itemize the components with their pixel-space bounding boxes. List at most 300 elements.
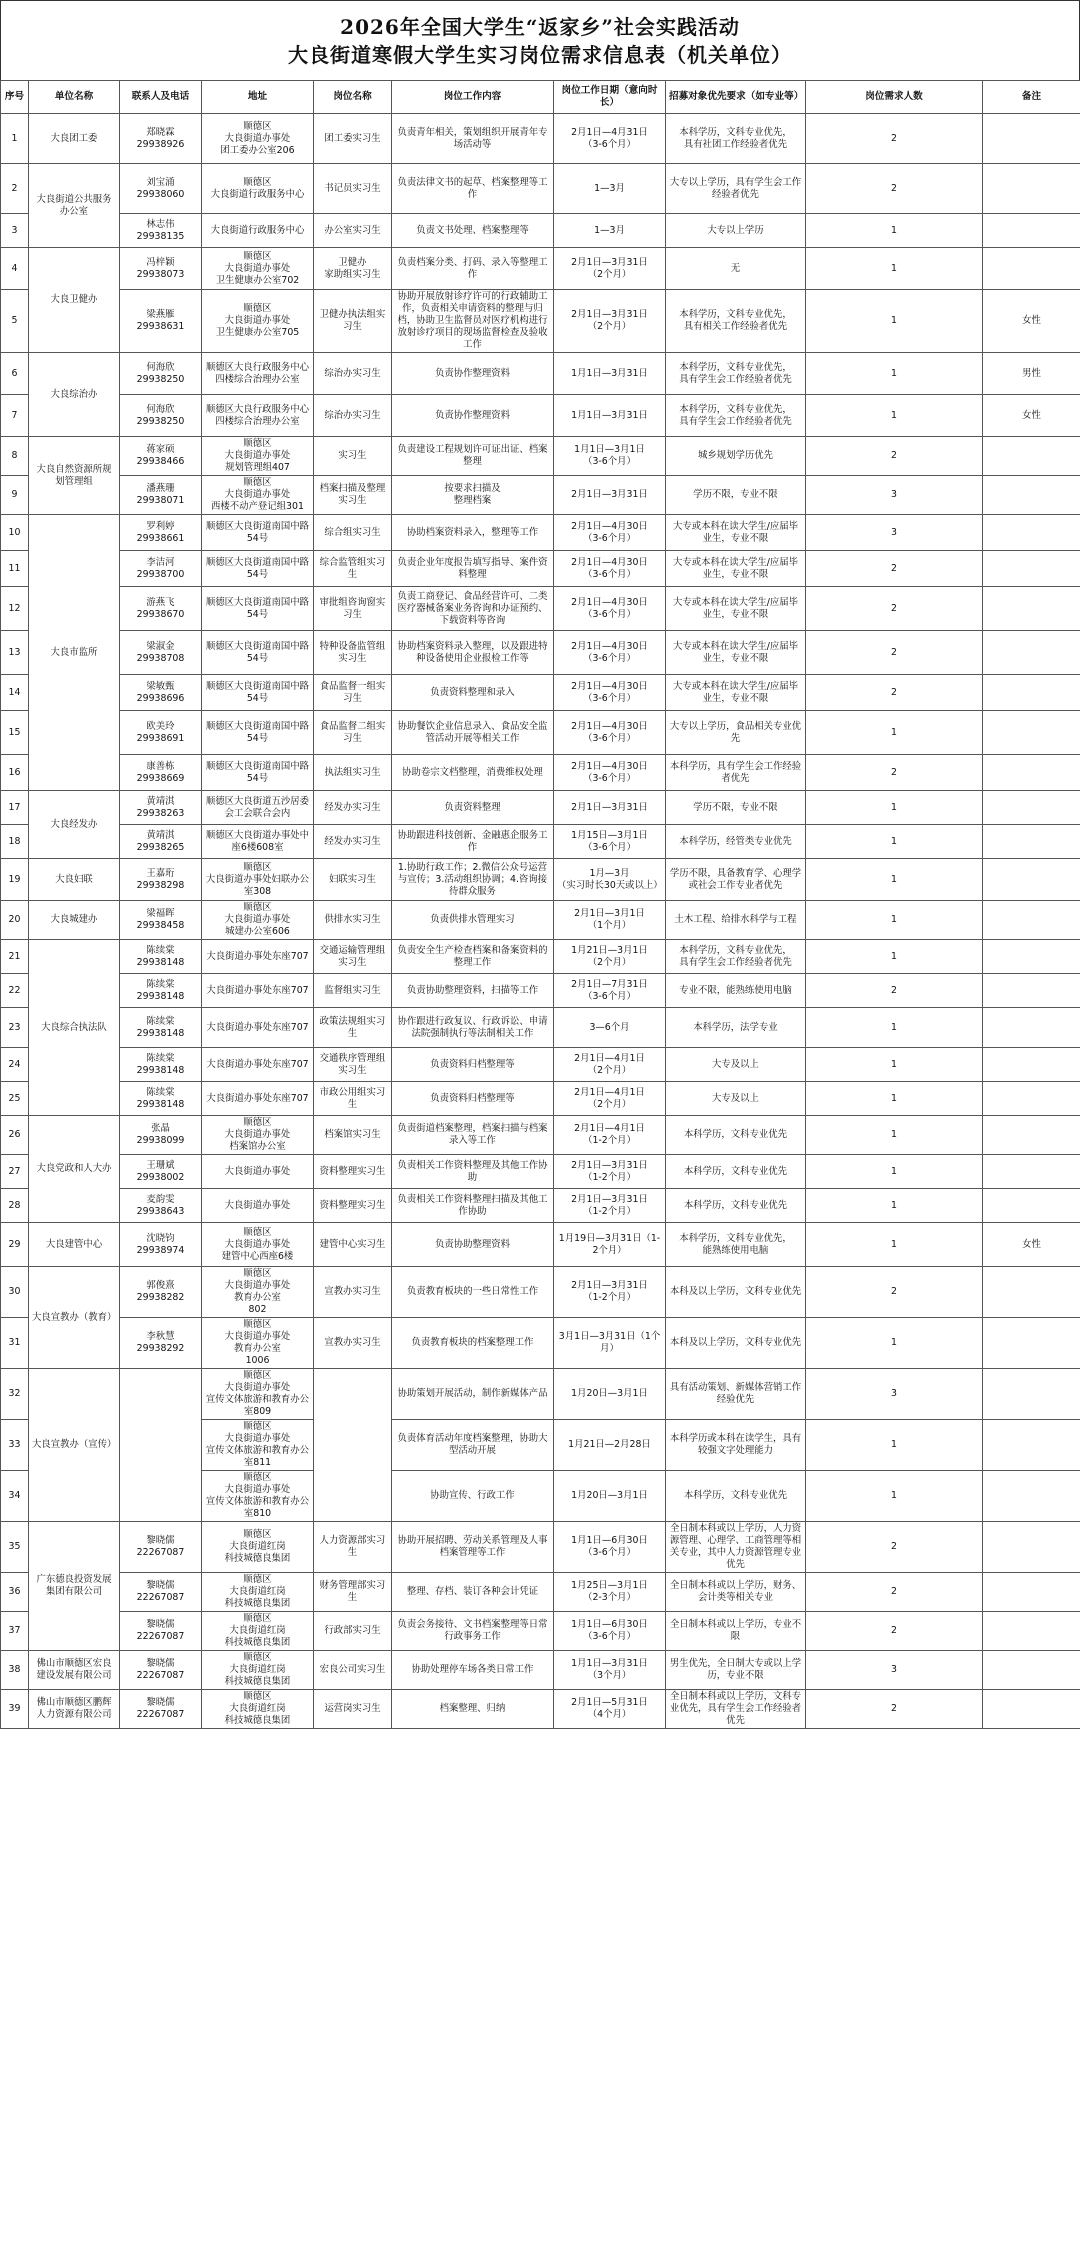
post-name-cell: 团工委实习生 <box>314 114 392 164</box>
contact-cell: 林志伟 29938135 <box>120 214 202 248</box>
post-content-cell: 协作跟进行政复议、行政诉讼、申请法院强制执行等法制相关工作 <box>392 1008 554 1048</box>
requirement-cell: 全日制本科或以上学历，文科专业优先，具有学生会工作经验者优先 <box>666 1690 806 1729</box>
table-row <box>1 675 1080 711</box>
note-cell: 男性 <box>983 353 1080 395</box>
contact-cell: 何海欣 29938250 <box>120 395 202 437</box>
header-unit: 单位名称 <box>29 81 120 114</box>
address-cell: 顺德区大良街道南国中路54号 <box>202 631 314 675</box>
contact-cell <box>120 1369 202 1522</box>
unit-name-cell: 大良宣教办（教育） <box>29 1267 120 1369</box>
requirement-cell: 本科学历，法学专业 <box>666 1008 806 1048</box>
note-cell <box>983 437 1080 476</box>
contact-cell: 黎晓儒 22267087 <box>120 1522 202 1573</box>
work-date-cell: 1月1日—3月31日 <box>554 353 666 395</box>
post-name-cell: 经发办实习生 <box>314 791 392 825</box>
note-cell <box>983 1690 1080 1729</box>
requirement-cell: 大专或本科在读大学生/应届毕业生，专业不限 <box>666 631 806 675</box>
table-row <box>1 551 1080 587</box>
headcount-cell: 1 <box>806 901 983 940</box>
work-date-cell: 2月1日—4月30日 （3-6个月） <box>554 755 666 791</box>
requirement-cell: 本科学历，具有学生会工作经验者优先 <box>666 755 806 791</box>
table-row <box>1 1267 1080 1318</box>
contact-cell: 王珊斌 29938002 <box>120 1155 202 1189</box>
contact-cell: 黎晓儒 22267087 <box>120 1651 202 1690</box>
work-date-cell: 1—3月 <box>554 214 666 248</box>
row-number-cell: 10 <box>1 515 29 551</box>
header-date: 岗位工作日期（意向时长） <box>554 81 666 114</box>
table-row <box>1 1651 1080 1690</box>
row-number-cell: 20 <box>1 901 29 940</box>
address-cell: 大良街道办事处东座707 <box>202 974 314 1008</box>
address-cell: 顺德区 大良街道办事处 建管中心西座6楼 <box>202 1223 314 1267</box>
address-cell: 大良街道行政服务中心 <box>202 214 314 248</box>
note-cell <box>983 901 1080 940</box>
address-cell: 顺德区 大良街道办事处 城建办公室606 <box>202 901 314 940</box>
post-name-cell: 监督组实习生 <box>314 974 392 1008</box>
contact-cell: 郑晓霖 29938926 <box>120 114 202 164</box>
headcount-cell: 1 <box>806 214 983 248</box>
requirement-cell: 专业不限，能熟练使用电脑 <box>666 974 806 1008</box>
post-name-cell: 办公室实习生 <box>314 214 392 248</box>
post-content-cell: 负责教育板块的档案整理工作 <box>392 1318 554 1369</box>
headcount-cell: 1 <box>806 1471 983 1522</box>
work-date-cell: 2月1日—3月31日 <box>554 476 666 515</box>
post-name-cell: 妇联实习生 <box>314 859 392 901</box>
note-cell <box>983 791 1080 825</box>
work-date-cell: 1月1日—6月30日 （3-6个月） <box>554 1522 666 1573</box>
post-name-cell: 综治办实习生 <box>314 353 392 395</box>
header-post: 岗位名称 <box>314 81 392 114</box>
post-content-cell: 协助卷宗文档整理，消费维权处理 <box>392 755 554 791</box>
address-cell: 顺德区大良街道南国中路54号 <box>202 515 314 551</box>
contact-cell: 李秋慧 29938292 <box>120 1318 202 1369</box>
document-title: 2026年全国大学生“返家乡”社会实践活动 <box>340 14 740 39</box>
work-date-cell: 3月1日—3月31日（1个月） <box>554 1318 666 1369</box>
note-cell <box>983 1651 1080 1690</box>
work-date-cell: 1月1日—6月30日 （3-6个月） <box>554 1612 666 1651</box>
row-number-cell: 38 <box>1 1651 29 1690</box>
headcount-cell: 2 <box>806 631 983 675</box>
row-number-cell: 17 <box>1 791 29 825</box>
post-content-cell: 协助档案资料录入，整理等工作 <box>392 515 554 551</box>
unit-name-cell: 大良建管中心 <box>29 1223 120 1267</box>
work-date-cell: 2月1日—3月31日 （2个月） <box>554 290 666 353</box>
unit-name-cell: 大良综治办 <box>29 353 120 437</box>
address-cell: 顺德区大良街道五沙居委会工会联合会内 <box>202 791 314 825</box>
contact-cell: 梁淑金 29938708 <box>120 631 202 675</box>
post-name-cell: 资料整理实习生 <box>314 1155 392 1189</box>
note-cell <box>983 755 1080 791</box>
header-contact: 联系人及电话 <box>120 81 202 114</box>
requirement-cell: 本科学历，文科专业优先 <box>666 1189 806 1223</box>
work-date-cell: 1月25日—3月1日 （2-3个月） <box>554 1573 666 1612</box>
address-cell: 顺德区 大良街道办事处 卫生健康办公室705 <box>202 290 314 353</box>
row-number-cell: 1 <box>1 114 29 164</box>
work-date-cell: 2月1日—4月1日 （1-2个月） <box>554 1116 666 1155</box>
headcount-cell: 2 <box>806 1612 983 1651</box>
table-row <box>1 825 1080 859</box>
contact-cell: 黄靖淇 29938263 <box>120 791 202 825</box>
address-cell: 顺德区大良街道南国中路54号 <box>202 755 314 791</box>
work-date-cell: 1月20日—3月1日 <box>554 1471 666 1522</box>
note-cell: 女性 <box>983 395 1080 437</box>
post-content-cell: 负责体育活动年度档案整理，协助大型活动开展 <box>392 1420 554 1471</box>
requirement-cell: 学历不限，专业不限 <box>666 476 806 515</box>
work-date-cell: 1月15日—3月1日 （3-6个月） <box>554 825 666 859</box>
post-name-cell: 市政公用组实习生 <box>314 1082 392 1116</box>
table-row <box>1 791 1080 825</box>
address-cell: 顺德区 大良街道办事处 宣传文体旅游和教育办公室810 <box>202 1471 314 1522</box>
post-name-cell: 建管中心实习生 <box>314 1223 392 1267</box>
headcount-cell: 1 <box>806 1048 983 1082</box>
table-row <box>1 290 1080 353</box>
address-cell: 顺德区 大良街道红岗 科技城德良集团 <box>202 1522 314 1573</box>
post-content-cell: 负责安全生产检查档案和备案资料的整理工作 <box>392 940 554 974</box>
address-cell: 顺德区 大良街道红岗 科技城德良集团 <box>202 1651 314 1690</box>
address-cell: 顺德区 大良街道行政服务中心 <box>202 164 314 214</box>
post-content-cell: 负责档案分类、打码、录入等整理工作 <box>392 248 554 290</box>
address-cell: 顺德区大良街道办事处中座6楼608室 <box>202 825 314 859</box>
work-date-cell: 1月20日—3月1日 <box>554 1369 666 1420</box>
note-cell <box>983 587 1080 631</box>
work-date-cell: 1月21日—2月28日 <box>554 1420 666 1471</box>
work-date-cell: 2月1日—3月31日 （1-2个月） <box>554 1267 666 1318</box>
unit-name-cell: 大良城建办 <box>29 901 120 940</box>
post-content-cell: 负责相关工作资料整理扫描及其他工作协助 <box>392 1189 554 1223</box>
work-date-cell: 2月1日—3月1日 （1个月） <box>554 901 666 940</box>
row-number-cell: 25 <box>1 1082 29 1116</box>
post-content-cell: 按要求扫描及 整理档案 <box>392 476 554 515</box>
row-number-cell: 36 <box>1 1573 29 1612</box>
headcount-cell: 3 <box>806 1651 983 1690</box>
work-date-cell: 2月1日—4月30日 （3-6个月） <box>554 551 666 587</box>
post-name-cell: 资料整理实习生 <box>314 1189 392 1223</box>
post-content-cell: 协助跟进科技创新、金融惠企服务工作 <box>392 825 554 859</box>
work-date-cell: 2月1日—3月31日 （1-2个月） <box>554 1189 666 1223</box>
post-name-cell: 综合监管组实习生 <box>314 551 392 587</box>
post-content-cell: 负责供排水管理实习 <box>392 901 554 940</box>
row-number-cell: 9 <box>1 476 29 515</box>
contact-cell: 蒋家硕 29938466 <box>120 437 202 476</box>
post-content-cell: 负责资料整理和录入 <box>392 675 554 711</box>
requirement-cell: 全日制本科或以上学历，专业不限 <box>666 1612 806 1651</box>
table-row <box>1 1612 1080 1651</box>
requirement-cell: 本科及以上学历，文科专业优先 <box>666 1318 806 1369</box>
note-cell: 女性 <box>983 290 1080 353</box>
post-content-cell: 负责法律文书的起草、档案整理等工作 <box>392 164 554 214</box>
post-name-cell: 经发办实习生 <box>314 825 392 859</box>
work-date-cell: 3—6个月 <box>554 1008 666 1048</box>
address-cell: 顺德区 大良街道办事处 教育办公室 1006 <box>202 1318 314 1369</box>
row-number-cell: 8 <box>1 437 29 476</box>
note-cell <box>983 675 1080 711</box>
row-number-cell: 29 <box>1 1223 29 1267</box>
post-name-cell: 财务管理部实习生 <box>314 1573 392 1612</box>
requirement-cell: 大专及以上 <box>666 1082 806 1116</box>
work-date-cell: 2月1日—5月31日 （4个月） <box>554 1690 666 1729</box>
header-note: 备注 <box>983 81 1080 114</box>
unit-name-cell: 佛山市顺德区宏良建设发展有限公司 <box>29 1651 120 1690</box>
headcount-cell: 1 <box>806 1008 983 1048</box>
header-content: 岗位工作内容 <box>392 81 554 114</box>
note-cell <box>983 164 1080 214</box>
contact-cell: 欧美玲 29938691 <box>120 711 202 755</box>
row-number-cell: 26 <box>1 1116 29 1155</box>
table-row <box>1 214 1080 248</box>
post-content-cell: 负责青年相关，策划组织开展青年专场活动等 <box>392 114 554 164</box>
post-name-cell: 宣教办实习生 <box>314 1267 392 1318</box>
table-row <box>1 1189 1080 1223</box>
note-cell <box>983 1522 1080 1573</box>
headcount-cell: 1 <box>806 859 983 901</box>
headcount-cell: 2 <box>806 755 983 791</box>
table-row <box>1 248 1080 290</box>
work-date-cell: 2月1日—3月31日 （1-2个月） <box>554 1155 666 1189</box>
table-row <box>1 1318 1080 1369</box>
row-number-cell: 3 <box>1 214 29 248</box>
contact-cell: 何海欣 29938250 <box>120 353 202 395</box>
row-number-cell: 11 <box>1 551 29 587</box>
post-content-cell: 档案整理、归纳 <box>392 1690 554 1729</box>
table-row <box>1 755 1080 791</box>
requirement-cell: 大专或本科在读大学生/应届毕业生，专业不限 <box>666 515 806 551</box>
requirement-cell: 大专及以上 <box>666 1048 806 1082</box>
address-cell: 大良街道办事处东座707 <box>202 1048 314 1082</box>
table-row <box>1 476 1080 515</box>
note-cell <box>983 214 1080 248</box>
contact-cell: 陈续棠 29938148 <box>120 974 202 1008</box>
work-date-cell: 2月1日—4月1日 （2个月） <box>554 1082 666 1116</box>
post-name-cell: 卫健办 家助组实习生 <box>314 248 392 290</box>
contact-cell: 康善栋 29938669 <box>120 755 202 791</box>
work-date-cell: 2月1日—3月31日 （2个月） <box>554 248 666 290</box>
post-content-cell: 负责协助整理资料，扫描等工作 <box>392 974 554 1008</box>
contact-cell: 陈续棠 29938148 <box>120 1008 202 1048</box>
post-content-cell: 负责建设工程规划许可证出证、档案整理 <box>392 437 554 476</box>
address-cell: 顺德区 大良街道办事处 教育办公室 802 <box>202 1267 314 1318</box>
requirement-cell: 本科学历，文科专业优先 <box>666 1155 806 1189</box>
headcount-cell: 3 <box>806 476 983 515</box>
table-row <box>1 164 1080 214</box>
header-requirement: 招募对象优先要求（如专业等） <box>666 81 806 114</box>
requirement-cell: 大专以上学历 <box>666 214 806 248</box>
unit-name-cell: 大良卫健办 <box>29 248 120 353</box>
work-date-cell: 1月1日—3月31日 <box>554 395 666 437</box>
requirement-cell: 大专或本科在读大学生/应届毕业生，专业不限 <box>666 551 806 587</box>
note-cell <box>983 631 1080 675</box>
post-name-cell: 审批组咨询窗实习生 <box>314 587 392 631</box>
post-name-cell: 供排水实习生 <box>314 901 392 940</box>
row-number-cell: 31 <box>1 1318 29 1369</box>
row-number-cell: 28 <box>1 1189 29 1223</box>
headcount-cell: 1 <box>806 290 983 353</box>
table-row <box>1 1082 1080 1116</box>
work-date-cell: 2月1日—4月31日 （3-6个月） <box>554 114 666 164</box>
row-number-cell: 33 <box>1 1420 29 1471</box>
post-content-cell: 负责教育板块的一些日常性工作 <box>392 1267 554 1318</box>
address-cell: 顺德区 大良街道办事处 宣传文体旅游和教育办公室811 <box>202 1420 314 1471</box>
contact-cell: 罗利婷 29938661 <box>120 515 202 551</box>
note-cell <box>983 1082 1080 1116</box>
note-cell <box>983 551 1080 587</box>
note-cell <box>983 1155 1080 1189</box>
address-cell: 顺德区 大良街道办事处 档案馆办公室 <box>202 1116 314 1155</box>
table-row <box>1 1116 1080 1155</box>
table-row <box>1 437 1080 476</box>
note-cell <box>983 1116 1080 1155</box>
address-cell: 顺德区大良街道南国中路54号 <box>202 551 314 587</box>
post-name-cell: 卫健办执法组实习生 <box>314 290 392 353</box>
requirement-cell: 本科学历或本科在读学生，具有较强文字处理能力 <box>666 1420 806 1471</box>
post-content-cell: 负责协作整理资料 <box>392 395 554 437</box>
requirement-cell: 本科学历，文科专业优先， 具有社团工作经验者优先 <box>666 114 806 164</box>
post-name-cell: 档案扫描及整理实习生 <box>314 476 392 515</box>
post-name-cell: 实习生 <box>314 437 392 476</box>
requirement-cell: 大专或本科在读大学生/应届毕业生，专业不限 <box>666 675 806 711</box>
post-name-cell: 交通运输管理组实习生 <box>314 940 392 974</box>
address-cell: 顺德区 大良街道办事处 规划管理组407 <box>202 437 314 476</box>
address-cell: 顺德区大良街道南国中路54号 <box>202 587 314 631</box>
requirement-cell: 男生优先，全日制大专或以上学历，专业不限 <box>666 1651 806 1690</box>
header-address: 地址 <box>202 81 314 114</box>
row-number-cell: 37 <box>1 1612 29 1651</box>
contact-cell: 游燕飞 29938670 <box>120 587 202 631</box>
work-date-cell: 2月1日—4月30日 （3-6个月） <box>554 587 666 631</box>
headcount-cell: 2 <box>806 974 983 1008</box>
headcount-cell: 2 <box>806 437 983 476</box>
note-cell <box>983 1612 1080 1651</box>
work-date-cell: 1月21日—3月1日 （2个月） <box>554 940 666 974</box>
requirement-cell: 大专以上学历，具有学生会工作经验者优先 <box>666 164 806 214</box>
post-name-cell: 书记员实习生 <box>314 164 392 214</box>
row-number-cell: 34 <box>1 1471 29 1522</box>
headcount-cell: 2 <box>806 675 983 711</box>
table-row <box>1 901 1080 940</box>
row-number-cell: 32 <box>1 1369 29 1420</box>
headcount-cell: 3 <box>806 1369 983 1420</box>
requirement-cell: 无 <box>666 248 806 290</box>
post-name-cell: 宏良公司实习生 <box>314 1651 392 1690</box>
unit-name-cell: 大良综合执法队 <box>29 940 120 1116</box>
contact-cell: 李洁河 29938700 <box>120 551 202 587</box>
work-date-cell: 2月1日—4月30日 （3-6个月） <box>554 631 666 675</box>
note-cell <box>983 515 1080 551</box>
post-content-cell: 协助宣传、行政工作 <box>392 1471 554 1522</box>
table-row <box>1 395 1080 437</box>
row-number-cell: 4 <box>1 248 29 290</box>
post-content-cell: 负责资料归档整理等 <box>392 1082 554 1116</box>
row-number-cell: 7 <box>1 395 29 437</box>
requirement-cell: 具有活动策划、新媒体营销工作经验优先 <box>666 1369 806 1420</box>
row-number-cell: 13 <box>1 631 29 675</box>
requirement-cell: 本科学历，文科专业优先 <box>666 1471 806 1522</box>
post-content-cell: 协助档案资料录入整理，以及跟进特种设备使用企业报检工作等 <box>392 631 554 675</box>
post-name-cell: 政策法规组实习生 <box>314 1008 392 1048</box>
table-row <box>1 114 1080 164</box>
contact-cell: 冯梓颖 29938073 <box>120 248 202 290</box>
note-cell <box>983 859 1080 901</box>
address-cell: 顺德区大良街道南国中路54号 <box>202 711 314 755</box>
unit-name-cell: 大良宣教办（宣传） <box>29 1369 120 1522</box>
requirement-cell: 本科学历，文科专业优先， 具有学生会工作经验者优先 <box>666 940 806 974</box>
address-cell: 顺德区 大良街道红岗 科技城德良集团 <box>202 1690 314 1729</box>
header-no: 序号 <box>1 81 29 114</box>
headcount-cell: 2 <box>806 551 983 587</box>
contact-cell: 陈续棠 29938148 <box>120 1048 202 1082</box>
internship-table <box>0 80 1080 1729</box>
post-content-cell: 协助餐饮企业信息录入、食品安全监管活动开展等相关工作 <box>392 711 554 755</box>
note-cell <box>983 1267 1080 1318</box>
headcount-cell: 1 <box>806 248 983 290</box>
contact-cell: 郭俊熹 29938282 <box>120 1267 202 1318</box>
post-name-cell: 宣教办实习生 <box>314 1318 392 1369</box>
row-number-cell: 14 <box>1 675 29 711</box>
table-row <box>1 974 1080 1008</box>
post-name-cell: 特种设备监管组实习生 <box>314 631 392 675</box>
requirement-cell: 本科学历，文科专业优先， 具有学生会工作经验者优先 <box>666 353 806 395</box>
work-date-cell: 2月1日—4月30日 （3-6个月） <box>554 515 666 551</box>
post-content-cell: 协助处理停车场各类日常工作 <box>392 1651 554 1690</box>
headcount-cell: 1 <box>806 395 983 437</box>
row-number-cell: 30 <box>1 1267 29 1318</box>
unit-name-cell: 大良妇联 <box>29 859 120 901</box>
row-number-cell: 19 <box>1 859 29 901</box>
post-content-cell: 负责街道档案整理，档案扫描与档案录入等工作 <box>392 1116 554 1155</box>
headcount-cell: 1 <box>806 825 983 859</box>
post-content-cell: 负责工商登记、食品经营许可、二类医疗器械备案业务咨询和办证预约、下载资料等咨询 <box>392 587 554 631</box>
document-subtitle: 大良街道寒假大学生实习岗位需求信息表（机关单位） <box>288 42 792 67</box>
post-content-cell: 负责协助整理资料 <box>392 1223 554 1267</box>
address-cell: 大良街道办事处东座707 <box>202 1008 314 1048</box>
work-date-cell: 1月1日—3月31日 （3个月） <box>554 1651 666 1690</box>
table-row <box>1 1369 1080 1420</box>
address-cell: 顺德区大良街道南国中路54号 <box>202 675 314 711</box>
address-cell: 顺德区 大良街道办事处 西楼不动产登记组301 <box>202 476 314 515</box>
requirement-cell: 全日制本科或以上学历，人力资源管理、心理学、工商管理等相关专业，其中人力资源管理专业优先 <box>666 1522 806 1573</box>
unit-name-cell: 大良经发办 <box>29 791 120 859</box>
contact-cell: 黎晓儒 22267087 <box>120 1612 202 1651</box>
requirement-cell: 本科学历，文科专业优先， 具有学生会工作经验者优先 <box>666 395 806 437</box>
row-number-cell: 15 <box>1 711 29 755</box>
post-name-cell: 综合组实习生 <box>314 515 392 551</box>
post-name-cell: 交通秩序管理组实习生 <box>314 1048 392 1082</box>
post-content-cell: 负责会务接待、文书档案整理等日常行政事务工作 <box>392 1612 554 1651</box>
headcount-cell: 1 <box>806 1116 983 1155</box>
table-row <box>1 1690 1080 1729</box>
note-cell <box>983 1008 1080 1048</box>
note-cell <box>983 1189 1080 1223</box>
post-content-cell: 负责资料归档整理等 <box>392 1048 554 1082</box>
requirement-cell: 全日制本科或以上学历，财务、会计类等相关专业 <box>666 1573 806 1612</box>
work-date-cell: 1月19日—3月31日（1-2个月） <box>554 1223 666 1267</box>
row-number-cell: 35 <box>1 1522 29 1573</box>
post-content-cell: 负责协作整理资料 <box>392 353 554 395</box>
unit-name-cell: 大良自然资源所规划管理组 <box>29 437 120 515</box>
post-name-cell: 档案馆实习生 <box>314 1116 392 1155</box>
unit-name-cell: 大良市监所 <box>29 515 120 791</box>
table-header-row <box>1 81 1080 114</box>
post-content-cell: 整理、存档、装订各种会计凭证 <box>392 1573 554 1612</box>
title-block <box>0 0 1080 80</box>
post-name-cell: 执法组实习生 <box>314 755 392 791</box>
address-cell: 顺德区 大良街道红岗 科技城德良集团 <box>202 1612 314 1651</box>
address-cell: 顺德区 大良街道办事处 宣传文体旅游和教育办公室809 <box>202 1369 314 1420</box>
note-cell <box>983 1573 1080 1612</box>
requirement-cell: 土木工程、给排水科学与工程 <box>666 901 806 940</box>
contact-cell: 沈晓钧 29938974 <box>120 1223 202 1267</box>
contact-cell: 张晶 29938099 <box>120 1116 202 1155</box>
row-number-cell: 12 <box>1 587 29 631</box>
